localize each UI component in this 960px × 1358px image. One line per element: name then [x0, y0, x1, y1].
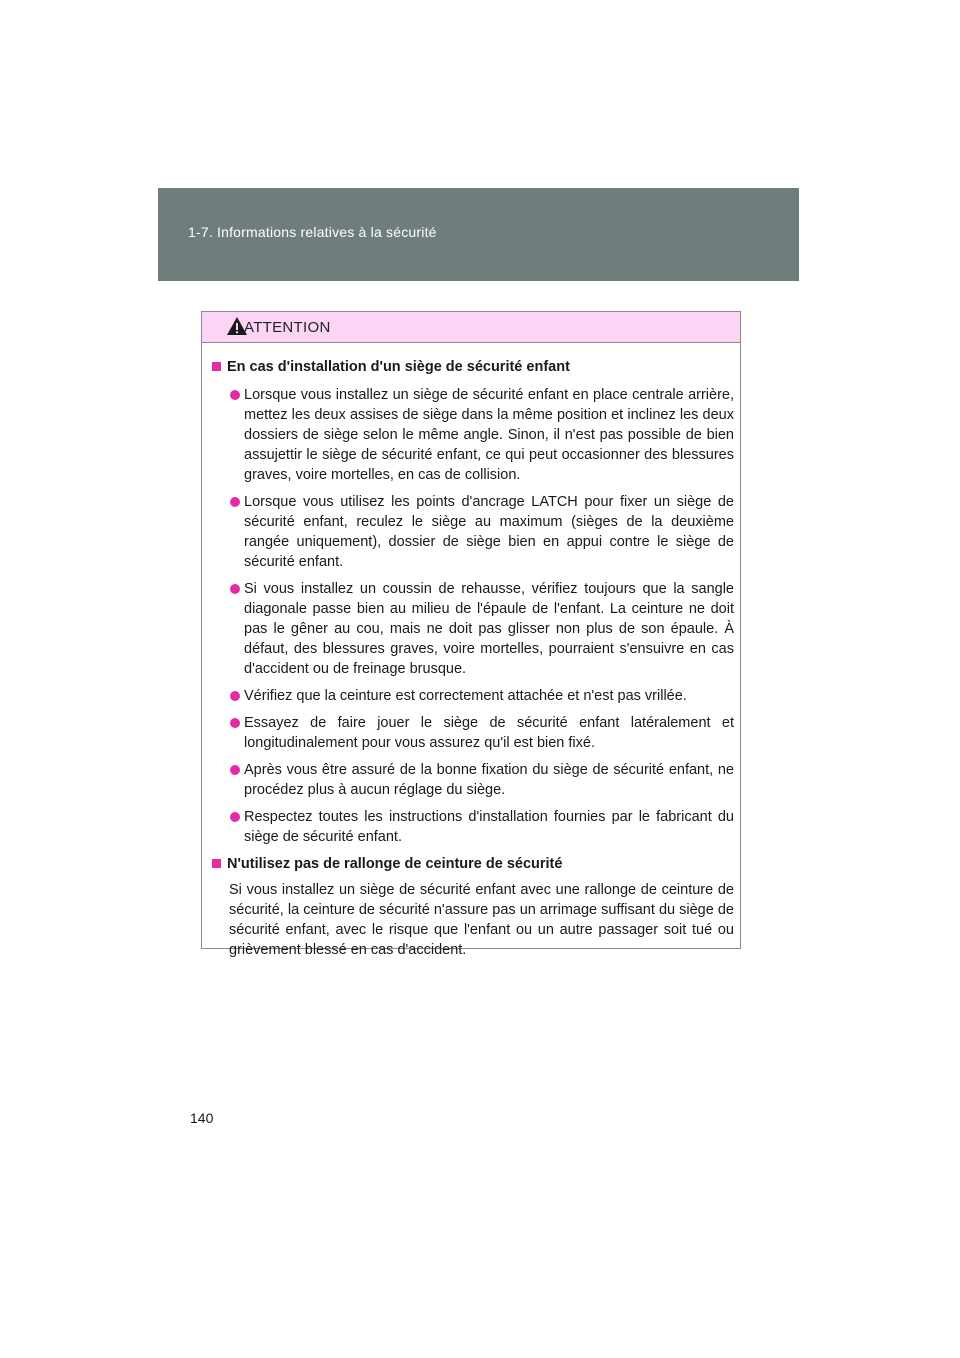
list-item-text: Lorsque vous utilisez les points d'ancrage LATCH pour fixer un siège de sécurité enfant, reculez le siège au maximum (sièges de la deuxième rangée uniquement), dossier de siège bien en appui contre le siège de sécurité enfant.	[244, 494, 734, 570]
list-item-text: Après vous être assuré de la bonne fixation du siège de sécurité enfant, ne procédez plus à aucun réglage du siège.	[244, 762, 734, 798]
list-item-text: Lorsque vous installez un siège de sécurité enfant en place centrale arrière, mettez les deux assises de siège dans la même position et inclinez les deux dossiers de siège selon le même angle. Sinon, il n'est pas possible de bien assujettir le siège de sécurité enfant, ce qui peut occasionner des blessures graves, voire mortelles, en cas de collision.	[244, 387, 734, 483]
dot-bullet-icon	[230, 497, 240, 507]
list-item	[210, 760, 734, 800]
dot-bullet-icon	[230, 812, 240, 822]
subsection-heading-text: N'utilisez pas de rallonge de ceinture de sécurité	[227, 856, 563, 872]
dot-bullet-icon	[230, 718, 240, 728]
attention-label: ATTENTION	[244, 319, 331, 336]
dot-bullet-icon	[230, 390, 240, 400]
attention-box	[201, 311, 741, 958]
subsection-heading-text: En cas d'installation d'un siège de sécurité enfant	[227, 359, 570, 375]
attention-body	[202, 343, 740, 960]
square-bullet-icon	[212, 362, 221, 371]
square-bullet-icon	[212, 859, 221, 868]
dot-bullet-icon	[230, 584, 240, 594]
paragraph: Si vous installez un siège de sécurité enfant avec une rallonge de ceinture de sécurité, la ceinture de sécurité n'assure pas un arrimage suffisant du siège de sécurité enfant, avec le risque que l'enfant ou un autre passager soit tué ou grièvement blessé en cas d'accident.	[229, 882, 734, 958]
list-item	[210, 385, 734, 485]
list-item-text: Vérifiez que la ceinture est correctement attachée et n'est pas vrillée.	[244, 688, 687, 704]
list-item-text: Respectez toutes les instructions d'installation fournies par le fabricant du siège de sécurité enfant.	[244, 809, 734, 845]
list-item	[210, 579, 734, 679]
subsection-heading	[210, 854, 734, 874]
page-number: 140	[190, 1110, 214, 1126]
section-title: 1-7. Informations relatives à la sécurité	[188, 224, 437, 240]
section-header-band	[158, 188, 799, 281]
list-item	[210, 492, 734, 572]
list-item-text: Si vous installez un coussin de rehausse, vérifiez toujours que la sangle diagonale passe bien au milieu de l'épaule de l'enfant. La ceinture ne doit pas le gêner au cou, mais ne doit pas glisser non plus de son épaule. À défaut, des blessures graves, voire mortelles, pourraient s'ensuivre en cas d'accident ou de freinage brusque.	[244, 581, 734, 677]
dot-bullet-icon	[230, 691, 240, 701]
list-item-text: Essayez de faire jouer le siège de sécurité enfant latéralement et longitudinalement pour vous assurez qu'il est bien fixé.	[244, 715, 734, 751]
dot-bullet-icon	[230, 765, 240, 775]
list-item	[210, 713, 734, 753]
list-item	[210, 807, 734, 847]
attention-header	[202, 312, 740, 343]
subsection-heading	[210, 357, 734, 377]
list-item	[210, 686, 734, 706]
